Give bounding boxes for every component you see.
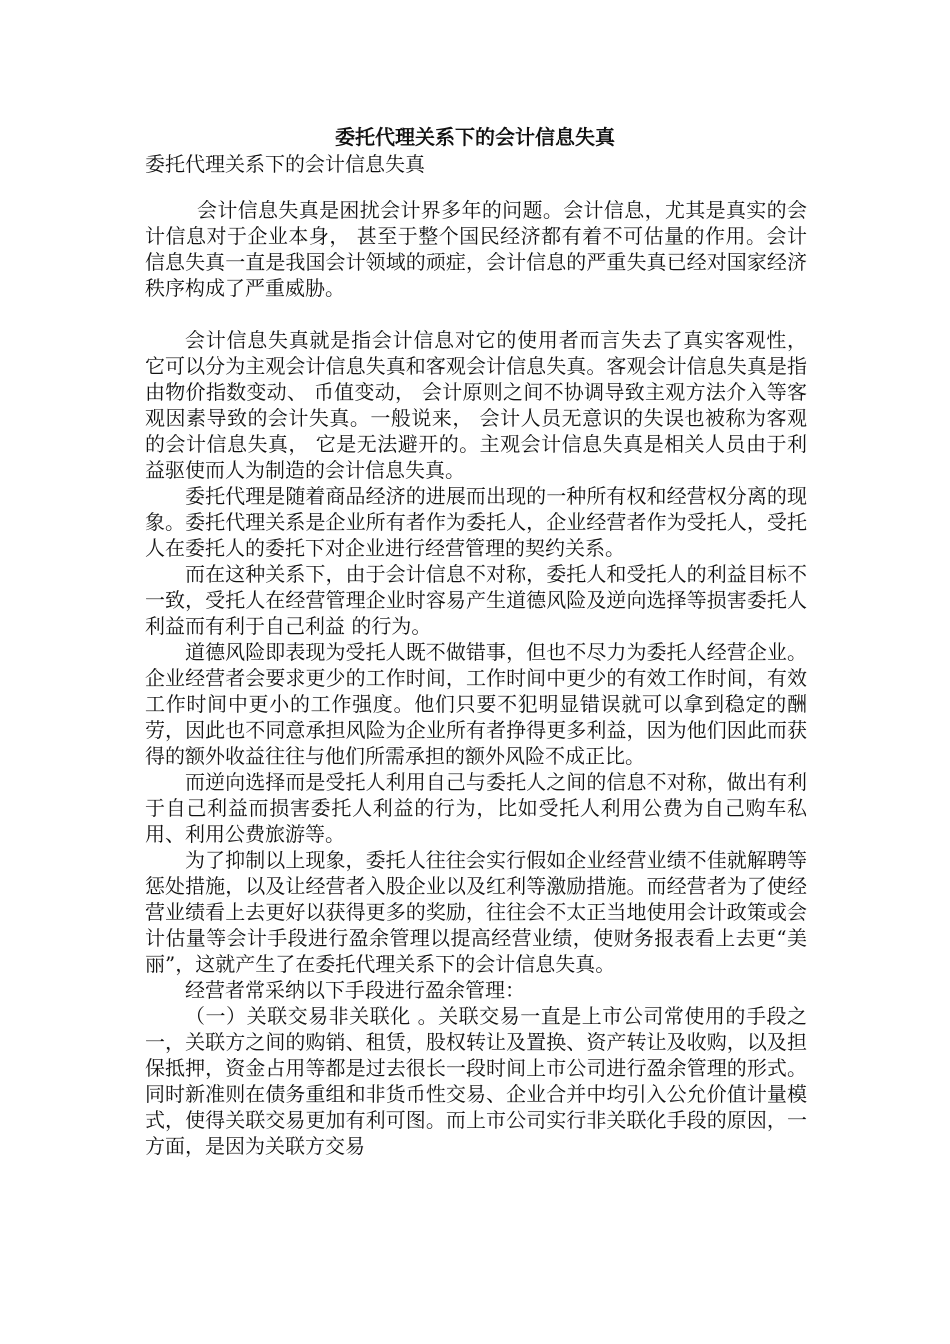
paragraph-intro: 会计信息失真是困扰会计界多年的问题。会计信息，尤其是真实的会计信息对于企业本身， 甚至于整个国民经济都有着不可估量的作用。会计信息失真一直是我国会计领域的顽症，会计信息的严重失真已经对国家经济秩序构成了严重威胁。	[145, 198, 807, 300]
paragraph-incentives: 为了抑制以上现象，委托人往往会实行假如企业经营业绩不佳就解聘等惩处措施，以及让经营者入股企业以及红利等激励措施。而经营者为了使经营业绩看上去更好以获得更多的奖励，往往会不太正当地使用会计政策或会计估量等会计手段进行盈余管理以提高经营业绩，使财务报表看上去更“美丽”，这就产生了在委托代理关系下的会计信息失真。	[145, 848, 807, 976]
paragraph-gap	[145, 301, 807, 327]
paragraph-definition: 会计信息失真就是指会计信息对它的使用者而言失去了真实客观性， 它可以分为主观会计信息失真和客观会计信息失真。客观会计信息失真是指由物价指数变动、 币值变动， 会计原则之间不协调导致主观方法介入等客观因素导致的会计失真。一般说来， 会计人员无意识的失误也被称为客观的会计信息失真， 它是无法避开的。主观会计信息失真是相关人员由于利益驱使而人为制造的会计信息失真。	[145, 328, 807, 482]
document-title: 委托代理关系下的会计信息失真	[335, 125, 615, 149]
paragraph-moral-hazard: 道德风险即表现为受托人既不做错事，但也不尽力为委托人经营企业。企业经营者会要求更少的工作时间，工作时间中更少的有效工作时间，有效工作时间中更小的工作强度。他们只要不犯明显错误就可以拿到稳定的酬劳，因此也不同意承担风险为企业所有者挣得更多利益，因为他们因此而获得的额外收益往往与他们所需承担的额外风险不成正比。	[145, 640, 807, 768]
paragraph-principal-agent: 委托代理是随着商品经济的进展而出现的一种所有权和经营权分离的现象。委托代理关系是企业所有者作为委托人，企业经营者作为受托人，受托人在委托人的委托下对企业进行经营管理的契约关系。	[145, 484, 807, 560]
paragraph-adverse-selection: 而逆向选择而是受托人利用自己与委托人之间的信息不对称，做出有利于自己利益而损害委托人利益的行为，比如受托人利用公费为自己购车私用、利用公费旅游等。	[145, 770, 807, 846]
paragraph-related-party: （一）关联交易非关联化 。关联交易一直是上市公司常使用的手段之一，关联方之间的购销、租赁，股权转让及置换、资产转让及收购，以及担保抵押，资金占用等都是过去很长一段时间上市公司进行盈余管理的形式。同时新准则在债务重组和非货币性交易、企业合并中均引入公允价值计量模式，使得关联交易更加有利可图。而上市公司实行非关联化手段的原因，一方面，是因为关联方交易	[145, 1004, 807, 1158]
document-body	[145, 197, 807, 1159]
document-subtitle: 委托代理关系下的会计信息失真	[145, 152, 425, 176]
paragraph-asymmetry: 而在这种关系下，由于会计信息不对称，委托人和受托人的利益目标不一致，受托人在经营管理企业时容易产生道德风险及逆向选择等损害委托人利益而有利于自己利益 的行为。	[145, 562, 807, 638]
paragraph-methods-intro: 经营者常采纳以下手段进行盈余管理：	[185, 978, 525, 1002]
